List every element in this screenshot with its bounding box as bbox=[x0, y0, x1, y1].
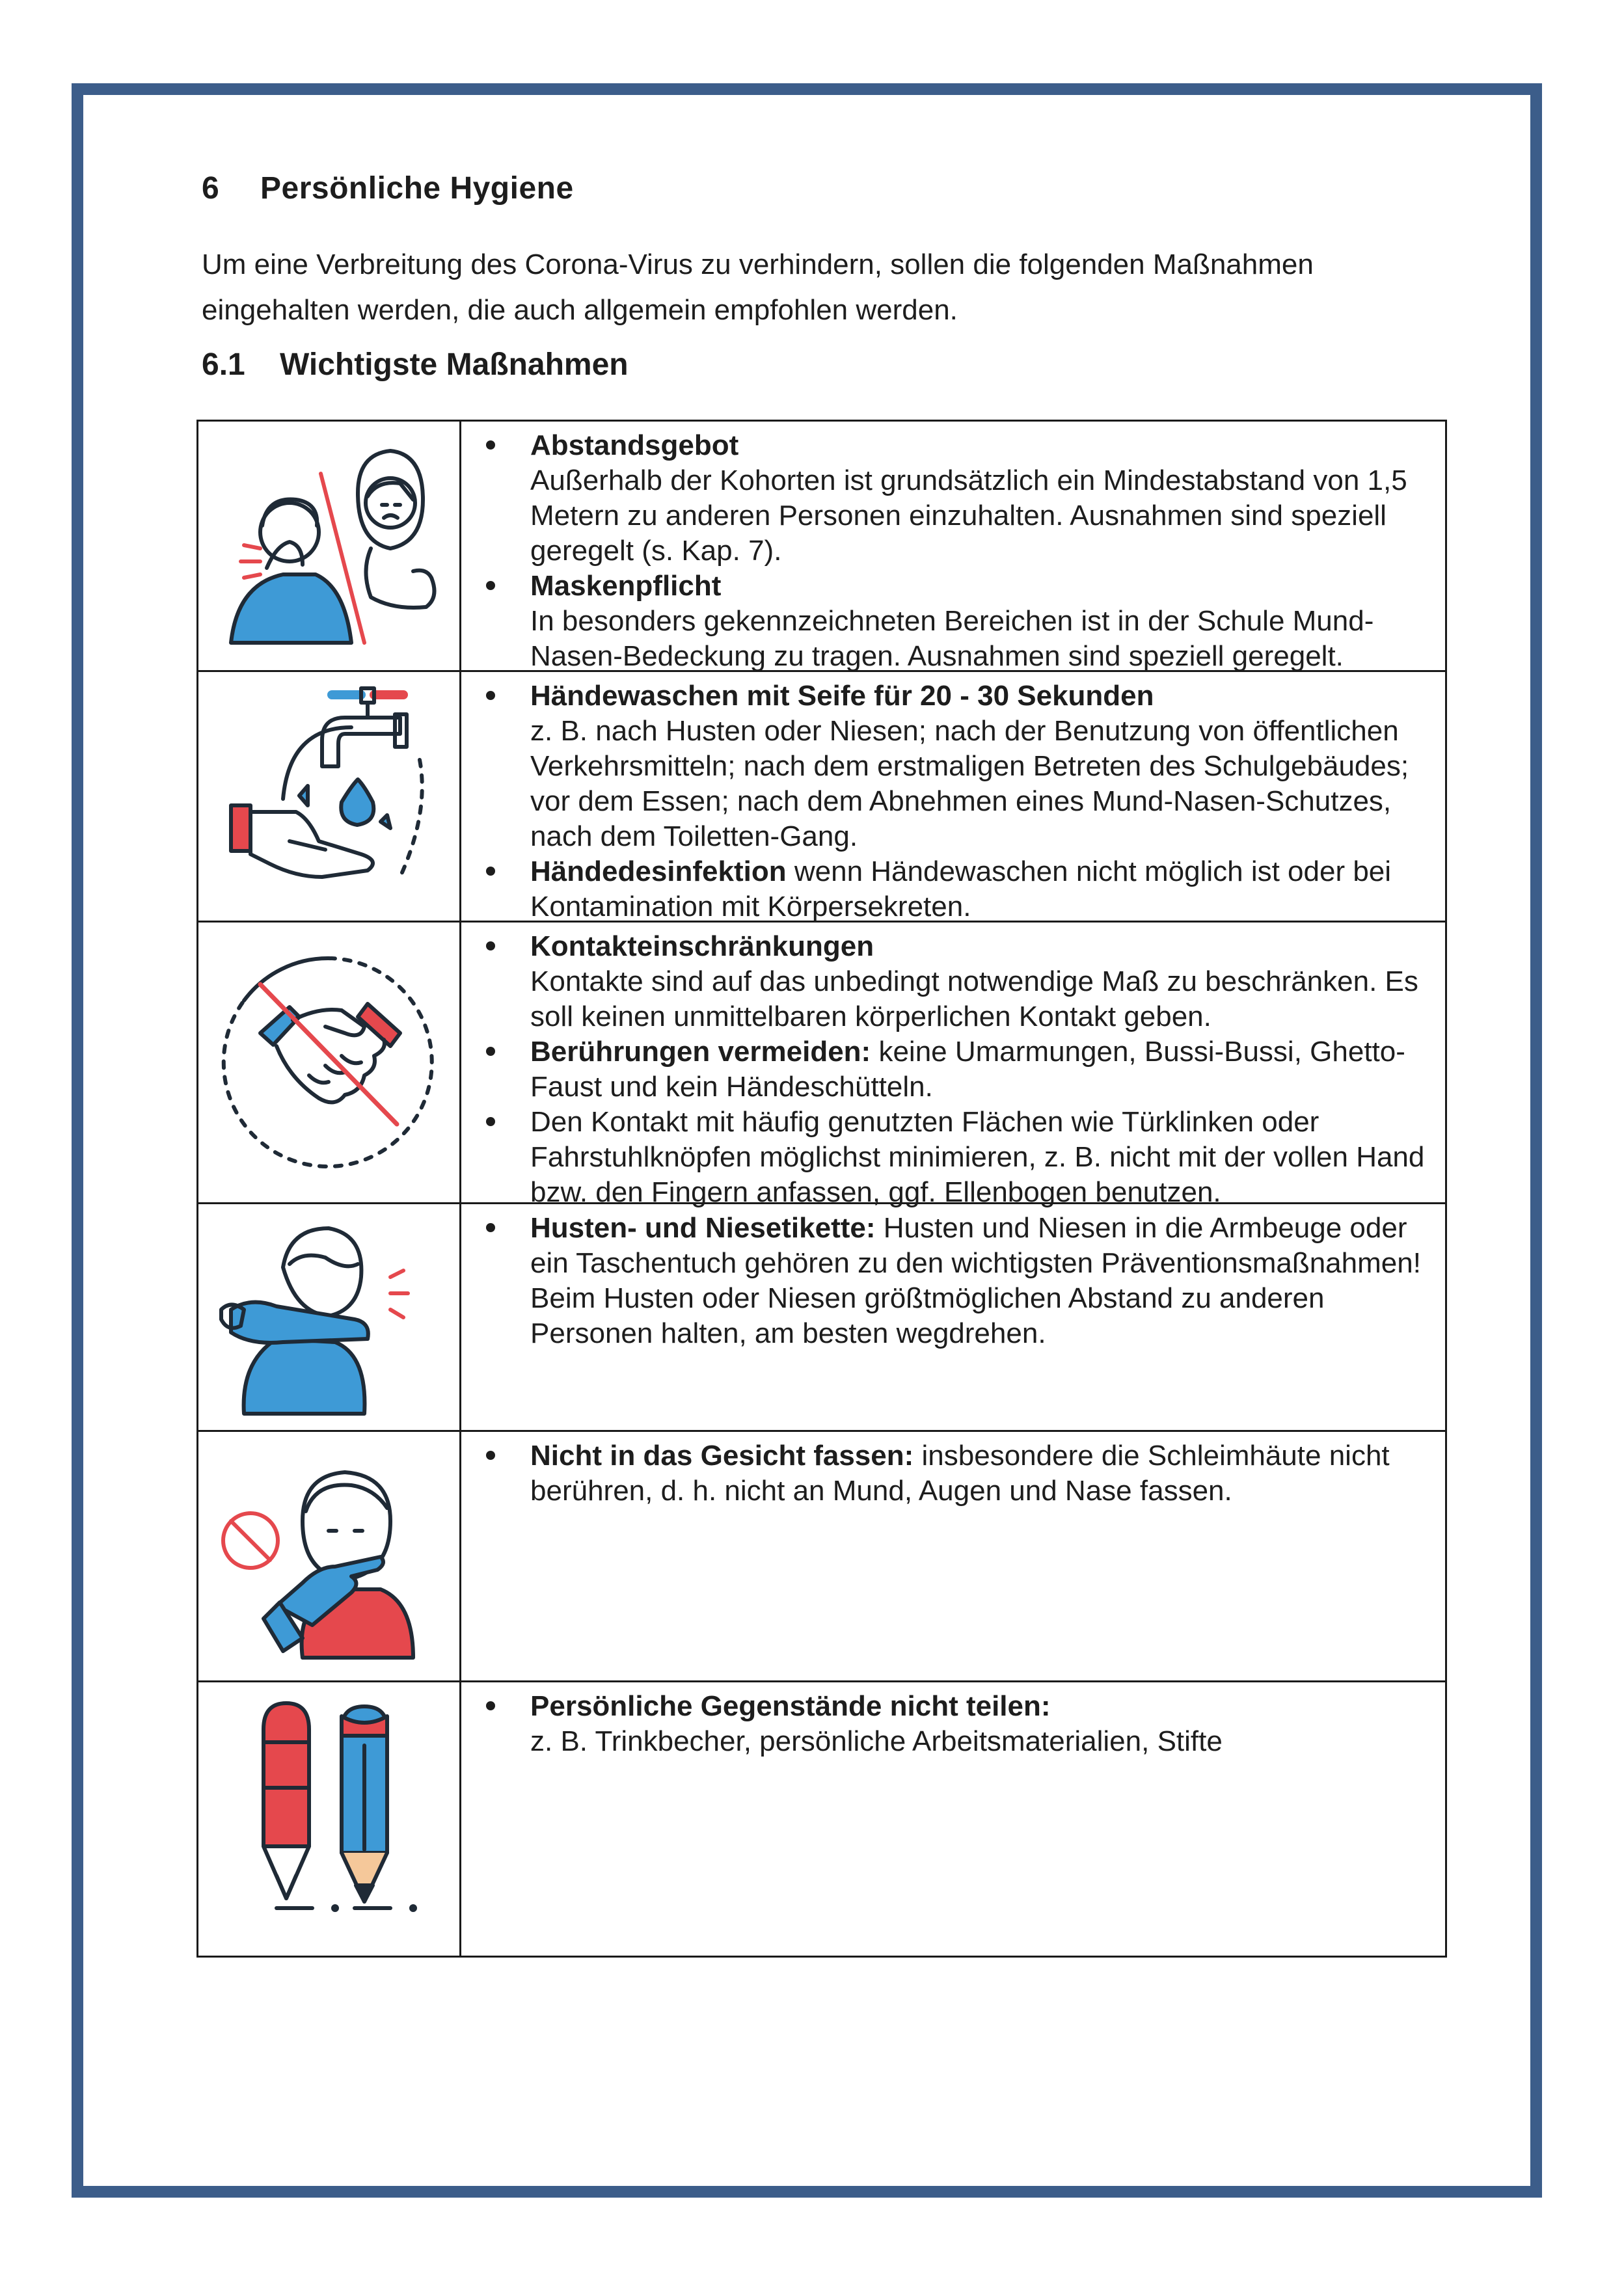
subsection-heading bbox=[202, 347, 629, 383]
list-item bbox=[472, 929, 1432, 1034]
item-text: wenn Händewaschen nicht möglich ist oder bei Kontamination mit Körpersekreten. bbox=[530, 855, 1392, 923]
list-item bbox=[472, 1438, 1432, 1509]
row-divider bbox=[198, 1430, 1445, 1432]
row-4-text bbox=[472, 1211, 1432, 1351]
no-face-touch-icon bbox=[205, 1443, 452, 1667]
item-title: Persönliche Gegenstände nicht teilen: bbox=[530, 1690, 1051, 1722]
list-item bbox=[472, 428, 1432, 569]
item-title: Maskenpflicht bbox=[530, 570, 722, 602]
item-title: Berührungen vermeiden: bbox=[530, 1036, 871, 1068]
list-item bbox=[472, 854, 1432, 924]
distance-icon bbox=[205, 435, 452, 659]
subsection-number: 6.1 bbox=[202, 347, 245, 382]
item-text: Husten und Niesen in die Armbeuge oder ein Taschentuch gehören zu den wichtigsten Präventionsmaßnahmen! Beim Husten oder Niesen größtmöglichen Abstand zu anderen Personen halten, am besten wegdrehen. bbox=[530, 1212, 1421, 1349]
item-title: Husten- und Niesetikette: bbox=[530, 1212, 876, 1244]
item-text: z. B. nach Husten oder Niesen; nach der Benutzung von öffentlichen Verkehrsmitteln; nach dem erstmaligen Betreten des Schulgebäudes; vor dem Essen; nach dem Abnehmen eines Mund-Nasen-Schutzes, nach dem Toiletten-Gang. bbox=[530, 715, 1409, 852]
item-text: keine Umarmungen, Bussi-Bussi, Ghetto-Faust und kein Händeschütteln. bbox=[530, 1036, 1405, 1103]
sneeze-elbow-icon bbox=[205, 1212, 452, 1420]
list-item bbox=[472, 1105, 1432, 1210]
item-text: insbesondere die Schleimhäute nicht berühren, d. h. nicht an Mund, Augen und Nase fassen. bbox=[530, 1440, 1390, 1507]
row-6-text bbox=[472, 1689, 1432, 1759]
item-text: z. B. Trinkbecher, persönliche Arbeitsmaterialien, Stifte bbox=[530, 1725, 1223, 1757]
item-title: Händedesinfektion bbox=[530, 855, 787, 887]
measures-table bbox=[196, 420, 1447, 1958]
no-handshake-icon bbox=[205, 936, 452, 1189]
intro-paragraph: Um eine Verbreitung des Corona-Virus zu verhindern, sollen die folgenden Maßnahmen eingehalten werden, die auch allgemein empfohlen werden. bbox=[202, 249, 1314, 326]
item-text: Außerhalb der Kohorten ist grundsätzlich ein Mindestabstand von 1,5 Metern zu anderen Personen einzuhalten. Ausnahmen sind speziell geregelt (s. Kap. 7). bbox=[530, 465, 1407, 567]
section-number: 6 bbox=[202, 171, 220, 206]
row-1-text bbox=[472, 428, 1432, 674]
pencils-icon bbox=[205, 1690, 452, 1950]
list-item bbox=[472, 679, 1432, 854]
handwashing-icon bbox=[205, 682, 452, 909]
item-title: Händewaschen mit Seife für 20 - 30 Sekunden bbox=[530, 680, 1154, 712]
row-3-text bbox=[472, 929, 1432, 1210]
item-title: Nicht in das Gesicht fassen: bbox=[530, 1440, 914, 1472]
row-2-text bbox=[472, 679, 1432, 924]
list-item bbox=[472, 1689, 1432, 1759]
item-title: Kontakteinschränkungen bbox=[530, 930, 874, 962]
section-heading bbox=[202, 170, 574, 206]
column-divider bbox=[459, 422, 461, 1956]
row-5-text bbox=[472, 1438, 1432, 1509]
list-item bbox=[472, 1211, 1432, 1351]
item-text: In besonders gekennzeichneten Bereichen ist in der Schule Mund-Nasen-Bedeckung zu tragen. Ausnahmen sind speziell geregelt. bbox=[530, 605, 1374, 672]
list-item bbox=[472, 569, 1432, 674]
item-text: Den Kontakt mit häufig genutzten Flächen wie Türklinken oder Fahrstuhlknöpfen möglichst minimieren, z. B. nicht mit der vollen Hand bzw. den Fingern anfassen, ggf. Ellenbogen benutzen. bbox=[530, 1106, 1425, 1208]
item-text: Kontakte sind auf das unbedingt notwendige Maß zu beschränken. Es soll keinen unmittelbaren körperlichen Kontakt geben. bbox=[530, 965, 1418, 1032]
subsection-title: Wichtigste Maßnahmen bbox=[280, 347, 629, 382]
item-title: Abstandsgebot bbox=[530, 429, 739, 461]
list-item bbox=[472, 1034, 1432, 1105]
section-title: Persönliche Hygiene bbox=[260, 171, 574, 206]
row-divider bbox=[198, 1680, 1445, 1682]
